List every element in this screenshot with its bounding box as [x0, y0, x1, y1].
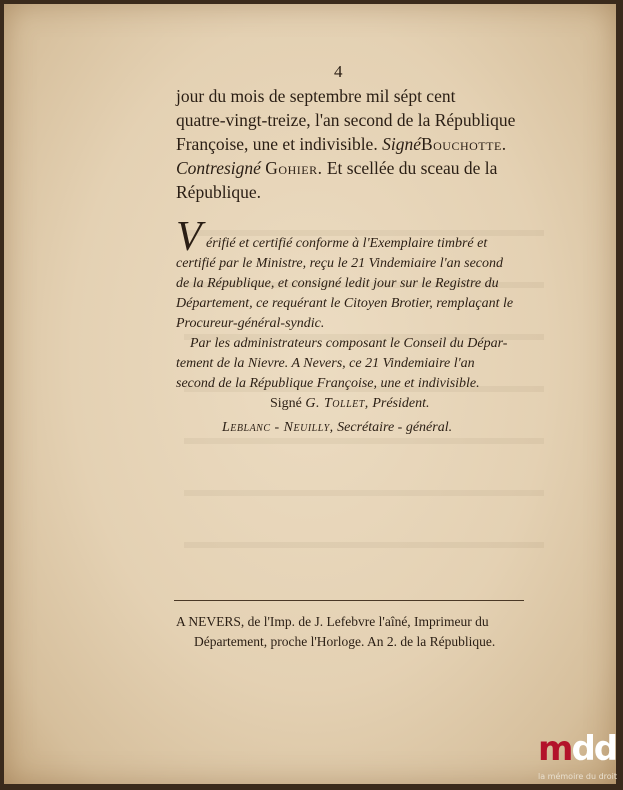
logo-tagline: la mémoire du droit: [538, 772, 618, 781]
document-page: [4, 4, 616, 784]
contresigne-label: Contresigné: [176, 158, 261, 178]
signe-label-2: Signé: [270, 396, 302, 411]
main-text-line-1: jour du mois de septembre mil sépt cent: [176, 86, 456, 106]
drop-cap: V: [176, 214, 202, 260]
signe-label: Signé: [382, 134, 421, 154]
certification-line-8: second de la République Françoise, une et indivisible.: [176, 376, 480, 391]
secretary-signature: [222, 420, 452, 436]
certification-line-6: Par les administrateurs composant le Conseil du Dépar-: [190, 336, 508, 351]
certification-line-2: certifié par le Ministre, reçu le 21 Vindemiaire l'an second: [176, 256, 503, 271]
signer-name-bouchotte: Bouchotte.: [420, 134, 507, 154]
imprint-line-1: A NEVERS, de l'Imp. de J. Lefebvre l'aîné, Imprimeur du: [176, 614, 489, 629]
president-title: Président.: [372, 396, 430, 411]
imprint-line-2: Département, proche l'Horloge. An 2. de la République.: [194, 634, 496, 649]
main-text-line-2: quatre-vingt-treize, l'an second de la République: [176, 110, 516, 130]
president-signature: [270, 396, 429, 412]
page-number: 4: [334, 62, 343, 81]
president-name: G. Tollet,: [305, 396, 369, 411]
certification-line-5: Procureur-général-syndic.: [176, 316, 325, 331]
certification-line-4: Département, ce requérant le Citoyen Brotier, remplaçant le: [176, 296, 514, 311]
certification-line-3: de la République, et consigné ledit jour sur le Registre du: [176, 276, 499, 291]
secretary-title: Secrétaire - général.: [337, 420, 453, 435]
main-text-line-4-rest: Et scellée du sceau de la: [326, 158, 498, 178]
certification-line-1: érifié et certifié conforme à l'Exemplaire timbré et: [206, 236, 488, 251]
main-text-line-4: [176, 158, 497, 179]
signer-name-gohier: Gohier.: [265, 158, 323, 178]
main-text-line-3: [176, 134, 507, 155]
logo-letters: mdd: [538, 729, 617, 769]
certification-line-7: tement de la Nievre. A Nevers, ce 21 Vindemiaire l'an: [176, 356, 475, 371]
imprint-rule: [174, 600, 524, 601]
mdd-logo: [538, 729, 618, 790]
main-text-line-5: République.: [176, 182, 262, 202]
secretary-name: Leblanc - Neuilly,: [222, 420, 334, 435]
main-text-line-3-start: Françoise, une et indivisible.: [176, 134, 378, 154]
